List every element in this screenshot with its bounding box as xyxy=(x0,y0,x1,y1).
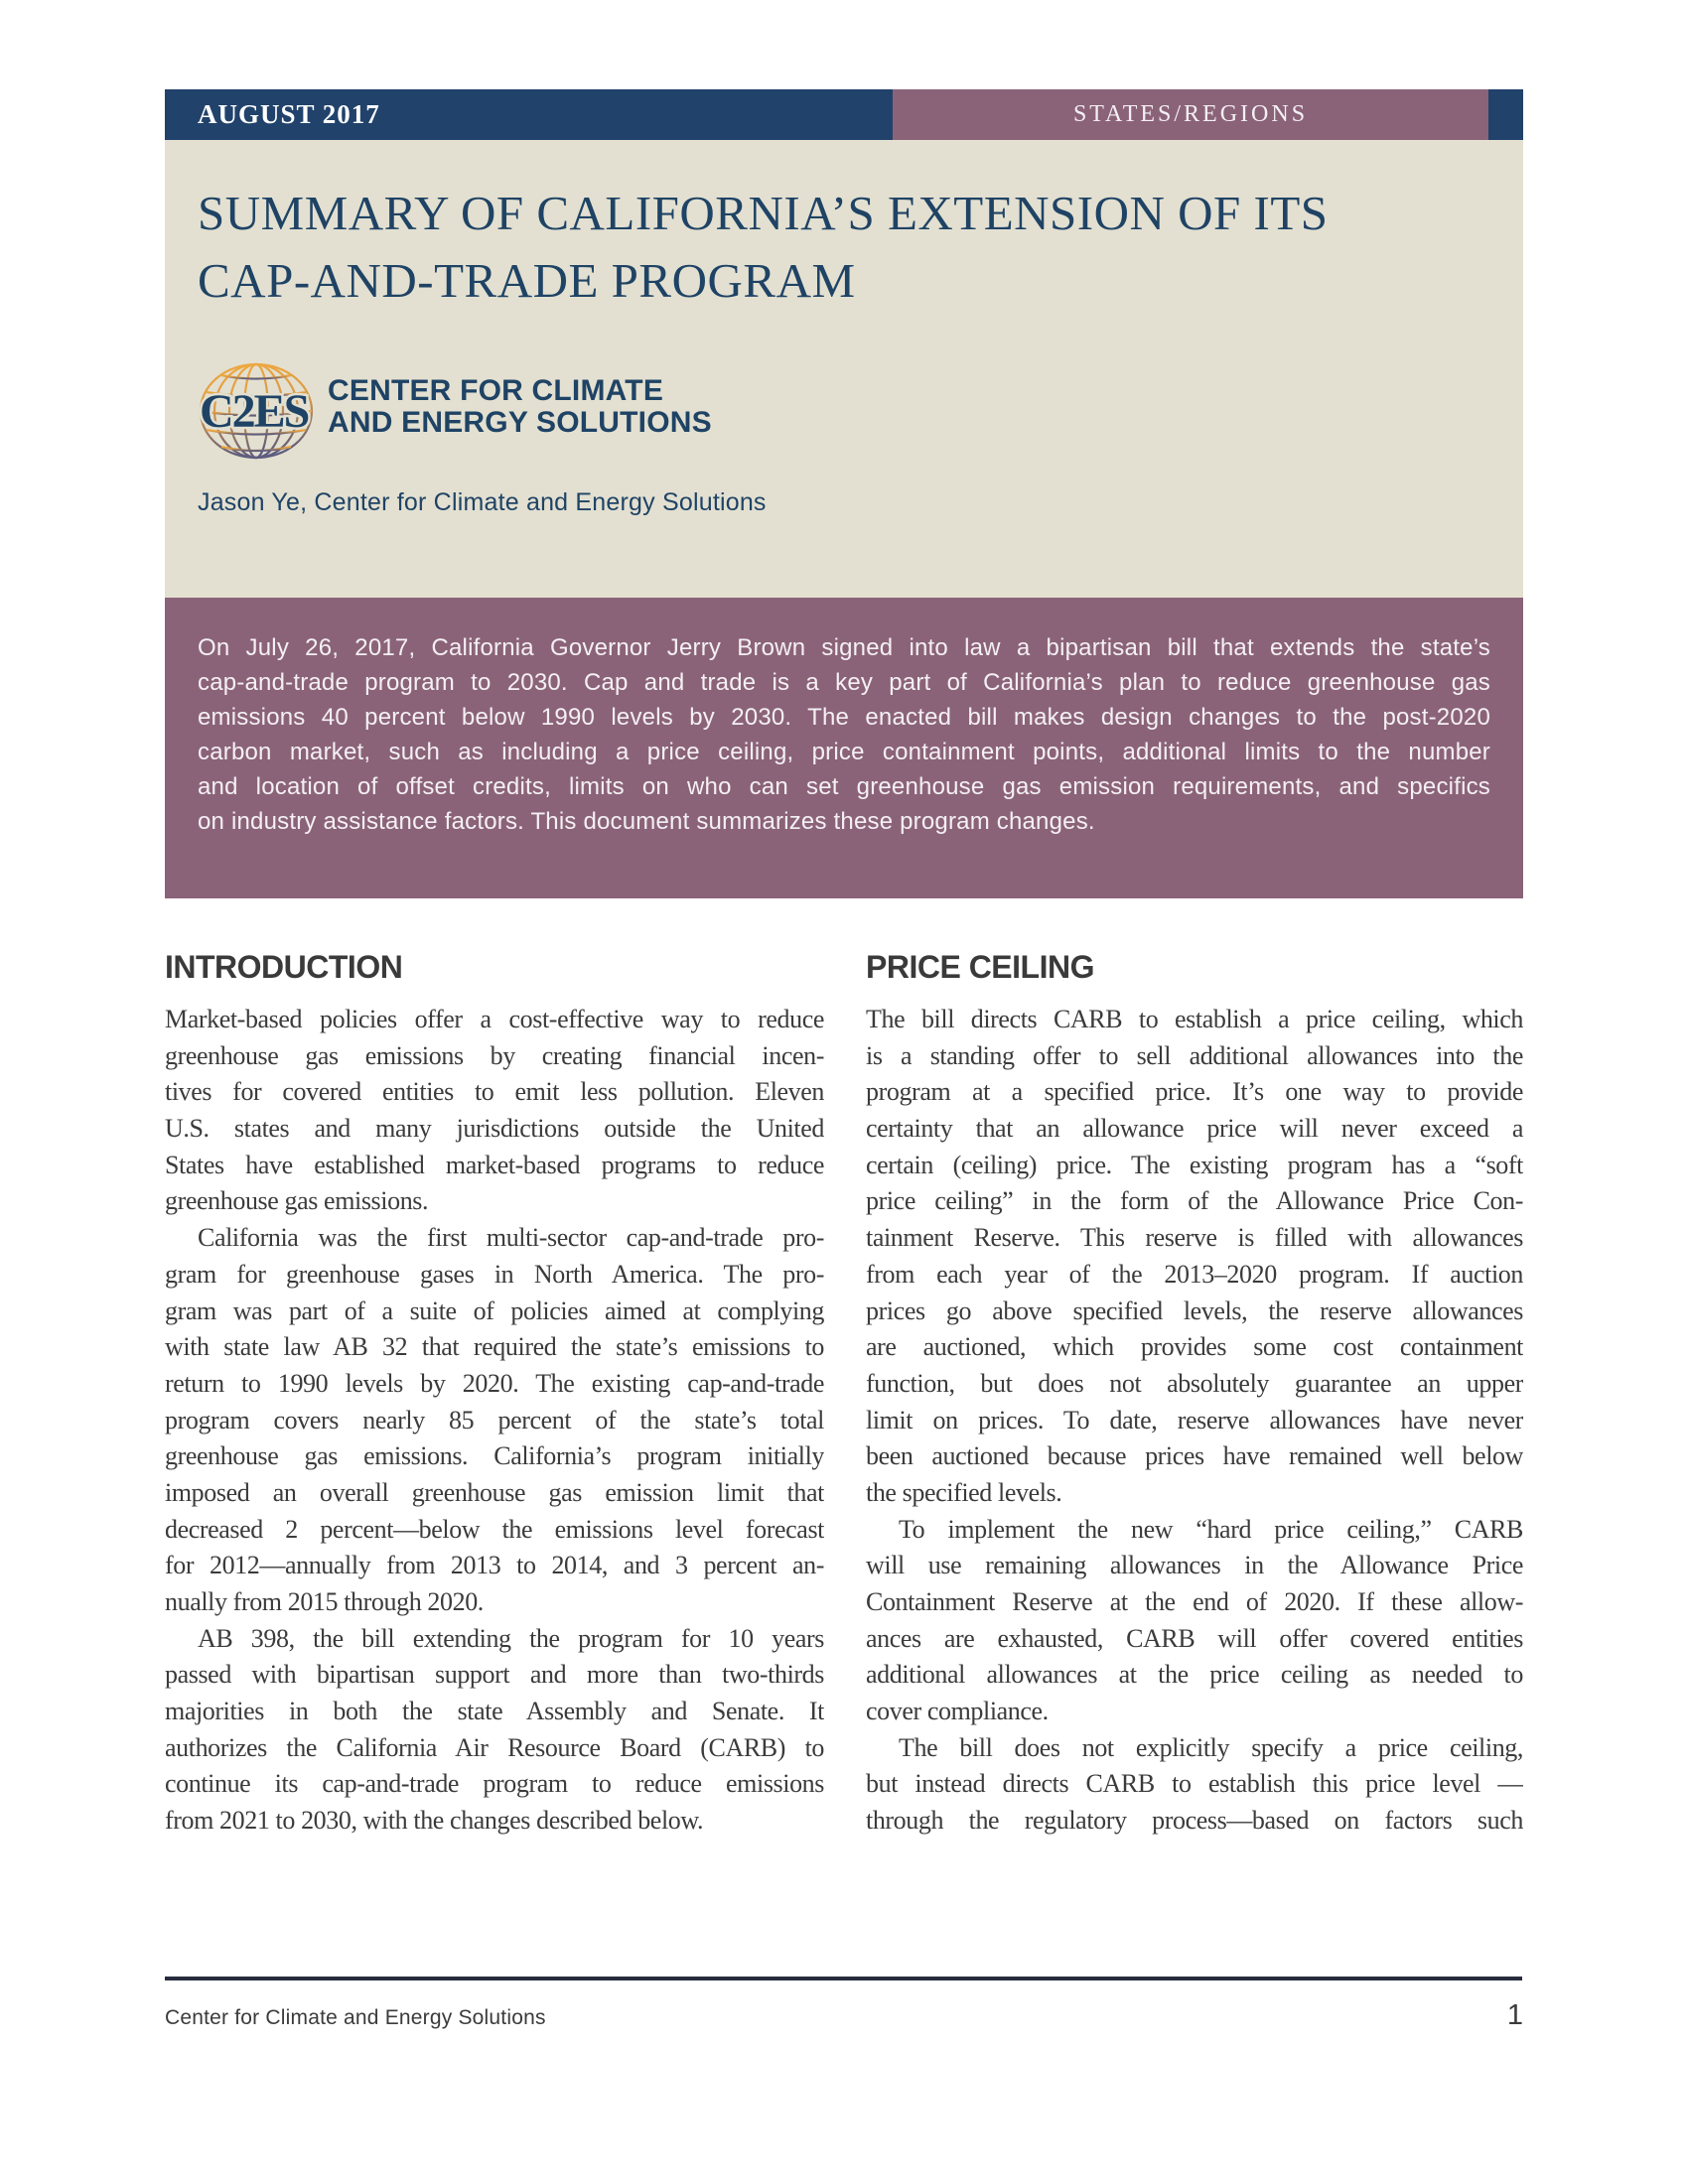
text-line: Containment Reserve at the end of 2020. If these allow- xyxy=(866,1587,1523,1616)
footer-organization: Center for Climate and Energy Solutions xyxy=(165,2006,546,2029)
text-line: for 2012—annually from 2013 to 2014, and 3 percent an- xyxy=(165,1551,824,1580)
text-line: ances are exhausted, CARB will offer covered entities xyxy=(866,1623,1523,1653)
text-line: imposed an overall greenhouse gas emission limit that xyxy=(165,1477,824,1507)
text-line: prices go above specified levels, the reserve allowances xyxy=(866,1296,1523,1325)
text-line: program at a specified price. It’s one way to provide xyxy=(866,1077,1523,1107)
text-line: certain (ceiling) price. The existing program has a “soft xyxy=(866,1150,1523,1179)
summary-callout xyxy=(165,598,1523,898)
text-line: greenhouse gas emissions by creating financial incen- xyxy=(165,1040,824,1070)
text-line: price ceiling” in the form of the Allowance Price Con- xyxy=(866,1186,1523,1216)
issue-date-label: AUGUST 2017 xyxy=(198,99,380,129)
c2es-globe-icon xyxy=(198,361,315,461)
text-line: greenhouse gas emissions. xyxy=(165,1186,429,1216)
category-label: STATES/REGIONS xyxy=(1072,101,1309,127)
masthead-corner-block xyxy=(1488,89,1523,140)
text-line: continue its cap-and-trade program to reduce emissions xyxy=(165,1769,824,1799)
summary-line: emissions 40 percent below 1990 levels by 2030. The enacted bill makes design changes to the post-2020 xyxy=(198,704,1490,731)
text-line: through the regulatory process—based on factors such xyxy=(866,1806,1523,1836)
text-line: been auctioned because prices have remained well below xyxy=(866,1441,1523,1471)
text-line: The bill does not explicitly specify a price ceiling, xyxy=(899,1732,1523,1762)
c2es-wordmark-line1: CENTER FOR CLIMATE xyxy=(328,374,664,407)
report-header xyxy=(165,140,1523,598)
summary-line: on industry assistance factors. This document summarizes these program changes. xyxy=(198,808,1095,835)
text-line: passed with bipartisan support and more than two-thirds xyxy=(165,1660,824,1690)
text-line: gram was part of a suite of policies aimed at complying xyxy=(165,1296,824,1325)
text-line: Market-based policies offer a cost-effective way to reduce xyxy=(165,1005,824,1033)
text-line: greenhouse gas emissions. California’s program initially xyxy=(165,1441,824,1471)
section-body-introduction xyxy=(165,1002,824,1840)
text-line: States have established market-based programs to reduce xyxy=(165,1150,824,1179)
text-line: To implement the new “hard price ceiling,” CARB xyxy=(899,1514,1523,1544)
text-line: cover compliance. xyxy=(866,1697,1049,1726)
summary-line: and location of offset credits, limits on who can set greenhouse gas emission requirements, and specifics xyxy=(198,773,1490,800)
summary-line: cap-and-trade program to 2030. Cap and trade is a key part of California’s plan to reduce greenhouse gas xyxy=(198,669,1490,696)
masthead-category-bar xyxy=(893,89,1488,140)
text-line: return to 1990 levels by 2020. The existing cap-and-trade xyxy=(165,1368,824,1398)
column-introduction xyxy=(165,948,824,1840)
text-line: tives for covered entities to emit less pollution. Eleven xyxy=(165,1077,824,1107)
text-line: majorities in both the state Assembly and Senate. It xyxy=(165,1697,824,1726)
text-line: but instead directs CARB to establish this price level — xyxy=(866,1769,1523,1799)
summary-line: carbon market, such as including a price ceiling, price containment points, additional limits to the number xyxy=(198,739,1490,765)
text-line: from 2021 to 2030, with the changes described below. xyxy=(165,1806,704,1836)
column-price-ceiling xyxy=(866,948,1523,1840)
text-line: tainment Reserve. This reserve is filled with allowances xyxy=(866,1223,1523,1253)
report-title-line1: SUMMARY OF CALIFORNIA’S EXTENSION OF ITS xyxy=(198,186,1329,240)
c2es-acronym: C2ES xyxy=(200,385,309,438)
text-line: are auctioned, which provides some cost containment xyxy=(866,1332,1523,1362)
text-line: function, but does not absolutely guarantee an upper xyxy=(866,1368,1523,1398)
report-title xyxy=(198,180,1518,315)
section-body-price-ceiling xyxy=(866,1002,1523,1840)
text-line: gram for greenhouse gases in North America. The pro- xyxy=(165,1259,824,1289)
text-line: certainty that an allowance price will never exceed a xyxy=(866,1114,1523,1144)
report-title-line2: CAP-AND-TRADE PROGRAM xyxy=(198,253,856,308)
text-line: the specified levels. xyxy=(866,1477,1062,1507)
text-line: U.S. states and many jurisdictions outside the United xyxy=(165,1114,824,1144)
c2es-logo xyxy=(198,361,712,465)
text-line: from each year of the 2013–2020 program. If auction xyxy=(866,1259,1523,1289)
section-heading-price-ceiling: PRICE CEILING xyxy=(866,949,1094,985)
text-line: The bill directs CARB to establish a price ceiling, which xyxy=(866,1005,1523,1033)
c2es-wordmark xyxy=(328,375,712,438)
text-line: is a standing offer to sell additional allowances into the xyxy=(866,1040,1523,1070)
text-line: will use remaining allowances in the Allowance Price xyxy=(866,1551,1523,1580)
text-line: nually from 2015 through 2020. xyxy=(165,1587,484,1616)
footer-rule xyxy=(165,1977,1522,1980)
author-byline: Jason Ye, Center for Climate and Energy Solutions xyxy=(198,488,767,516)
masthead-date-bar xyxy=(165,89,893,140)
summary-line: On July 26, 2017, California Governor Jerry Brown signed into law a bipartisan bill that extends the state’s xyxy=(198,634,1490,661)
footer-page-number: 1 xyxy=(1506,1999,1523,2031)
c2es-wordmark-line2: AND ENERGY SOLUTIONS xyxy=(328,405,712,439)
text-line: AB 398, the bill extending the program for 10 years xyxy=(198,1623,824,1653)
text-line: program covers nearly 85 percent of the state’s total xyxy=(165,1405,824,1434)
text-line: limit on prices. To date, reserve allowances have never xyxy=(866,1405,1523,1434)
text-line: authorizes the California Air Resource Board (CARB) to xyxy=(165,1732,824,1762)
section-heading-introduction: INTRODUCTION xyxy=(165,949,403,985)
text-line: California was the first multi-sector cap-and-trade pro- xyxy=(198,1223,824,1253)
text-line: decreased 2 percent—below the emissions level forecast xyxy=(165,1514,824,1544)
text-line: additional allowances at the price ceiling as needed to xyxy=(866,1660,1523,1690)
text-line: with state law AB 32 that required the state’s emissions to xyxy=(165,1332,824,1362)
